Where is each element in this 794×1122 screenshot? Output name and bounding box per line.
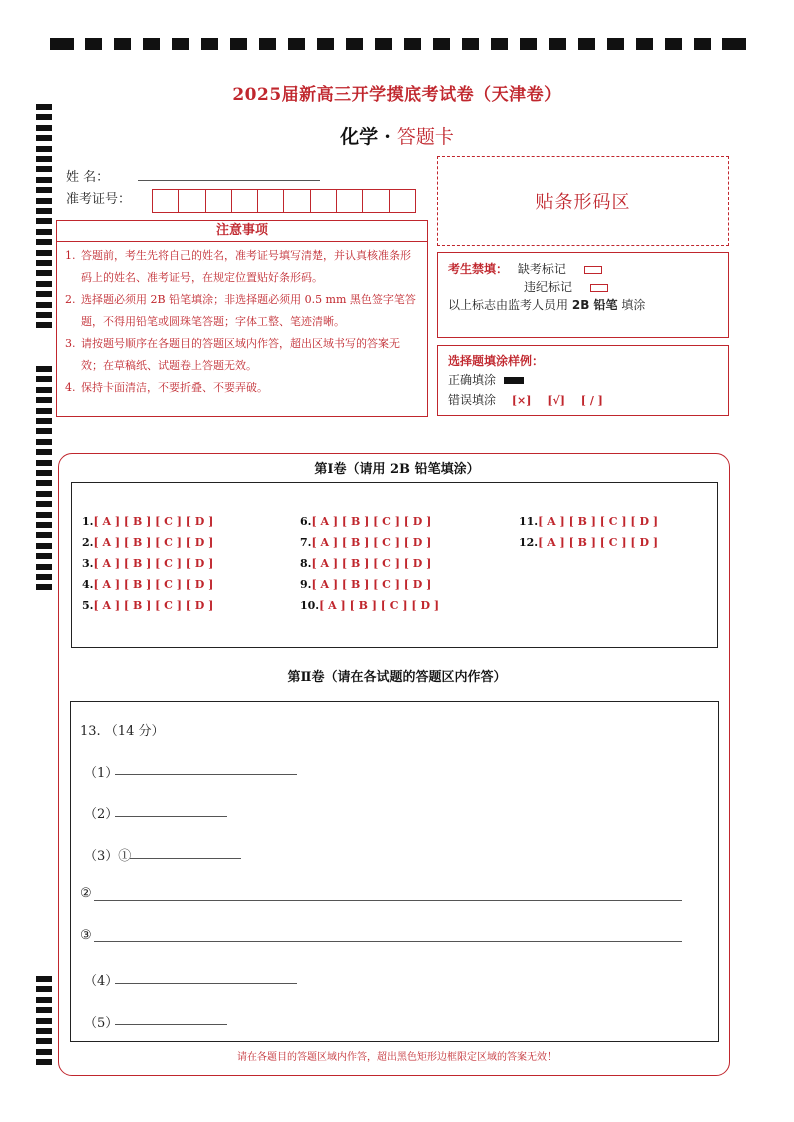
timing-mark (578, 38, 595, 50)
card-name: 答题卡 (396, 126, 454, 148)
id-digit-box[interactable] (178, 189, 204, 213)
timing-mark (36, 322, 52, 328)
timing-mark (36, 270, 52, 276)
timing-mark (36, 574, 52, 580)
exam-title: 2025届新高三开学摸底考试卷（天津卷） (232, 85, 562, 105)
top-timing-marks (50, 38, 746, 50)
choice-options[interactable]: [ A ] [ B ] [ C ] [ D ] (93, 599, 214, 612)
timing-mark (36, 156, 52, 162)
timing-mark (607, 38, 624, 50)
q13-part2-label: （2） (84, 807, 119, 822)
timing-mark (36, 418, 52, 424)
timing-mark (36, 397, 52, 403)
correct-fill-mark (504, 377, 524, 384)
choice-question[interactable] (82, 578, 213, 591)
choice-question[interactable] (300, 599, 439, 612)
footer-note: 请在各题目的答题区域内作答，超出黑色矩形边框限定区域的答案无效！ (237, 1052, 557, 1063)
timing-mark (36, 501, 52, 507)
q13-part4-answer-line[interactable] (115, 983, 297, 984)
timing-mark (462, 38, 479, 50)
choice-options[interactable]: [ A ] [ B ] [ C ] [ D ] (311, 557, 432, 570)
timing-mark (36, 250, 52, 256)
choice-question[interactable] (300, 515, 431, 528)
question-number: 12. (519, 536, 539, 549)
timing-mark (36, 291, 52, 297)
timing-mark (375, 38, 392, 50)
question-number: 2. (82, 536, 94, 549)
timing-mark (36, 532, 52, 538)
choice-options[interactable]: [ A ] [ B ] [ C ] [ D ] (538, 515, 659, 528)
choice-question[interactable] (82, 599, 213, 612)
timing-mark (36, 491, 52, 497)
timing-mark (36, 302, 52, 308)
timing-mark (172, 38, 189, 50)
choice-question[interactable] (519, 536, 658, 549)
timing-mark (36, 439, 52, 445)
choice-question[interactable] (82, 557, 213, 570)
violation-mark-box[interactable] (590, 284, 608, 292)
question-number: 8. (300, 557, 312, 570)
q13-part1-answer-line[interactable] (115, 774, 297, 775)
wrong-mark-check: [√] (547, 394, 565, 407)
choice-question[interactable] (82, 515, 213, 528)
timing-mark (346, 38, 363, 50)
question-number: 9. (300, 578, 312, 591)
section1-title: 第Ⅰ卷（请用 2B 铅笔填涂） (314, 462, 480, 477)
timing-mark (36, 177, 52, 183)
q13-part3-3-label: ③ (80, 928, 92, 943)
choice-options[interactable]: [ A ] [ B ] [ C ] [ D ] (93, 578, 214, 591)
absent-mark-box[interactable] (584, 266, 602, 274)
subject-title (0, 122, 794, 149)
subject-name: 化学 (340, 126, 379, 148)
notice-list (56, 242, 428, 417)
choice-options[interactable]: [ A ] [ B ] [ C ] [ D ] (93, 515, 214, 528)
wrong-fill-label: 错误填涂 (448, 393, 497, 407)
timing-mark (259, 38, 276, 50)
section2-title: 第Ⅱ卷（请在各试题的答题区内作答） (287, 670, 507, 685)
choice-options[interactable]: [ A ] [ B ] [ C ] [ D ] (319, 599, 440, 612)
timing-mark (36, 366, 52, 372)
timing-mark (36, 986, 52, 992)
absent-mark-label: 缺考标记 (517, 262, 566, 276)
question-number: 11. (519, 515, 539, 528)
timing-mark (36, 428, 52, 434)
timing-mark (36, 166, 52, 172)
notice-item: 3. 请按题号顺序在各题目的答题区域内作答，超出区域书写的答案无效；在草稿纸、试题卷上答题无效。 (65, 337, 400, 372)
id-digit-box[interactable] (362, 189, 388, 213)
timing-mark (520, 38, 537, 50)
choice-options[interactable]: [ A ] [ B ] [ C ] [ D ] (93, 536, 214, 549)
exam-id-label: 准考证号： (66, 192, 132, 207)
fill-sample-box (437, 345, 729, 416)
q13-part3-1-answer-line[interactable] (130, 858, 241, 859)
timing-mark (36, 218, 52, 224)
name-field[interactable] (138, 180, 320, 181)
timing-mark (636, 38, 653, 50)
timing-mark (230, 38, 247, 50)
choice-question[interactable] (82, 536, 213, 549)
q13-part2-answer-line[interactable] (115, 816, 227, 817)
id-digit-box[interactable] (336, 189, 362, 213)
timing-mark (143, 38, 160, 50)
timing-mark (36, 281, 52, 287)
name-label: 姓 名： (66, 170, 110, 185)
choice-options[interactable]: [ A ] [ B ] [ C ] [ D ] (538, 536, 659, 549)
question-number: 3. (82, 557, 94, 570)
id-digit-box[interactable] (389, 189, 416, 213)
timing-mark (36, 1007, 52, 1013)
timing-mark (36, 376, 52, 382)
timing-mark (404, 38, 421, 50)
timing-mark (36, 584, 52, 590)
timing-mark (491, 38, 508, 50)
choice-options[interactable]: [ A ] [ B ] [ C ] [ D ] (311, 578, 432, 591)
title-separator: · (384, 126, 391, 148)
choice-question[interactable] (300, 578, 431, 591)
timing-mark (36, 260, 52, 266)
timing-mark (36, 114, 52, 120)
timing-mark (665, 38, 682, 50)
notice-item: 1. 答题前，考生先将自己的姓名，准考证号填写清楚，并认真核准条形码上的姓名、准考证号，在规定位置贴好条形码。 (65, 249, 411, 284)
timing-mark (36, 187, 52, 193)
timing-mark (433, 38, 450, 50)
wrong-mark-x: [×] (511, 394, 532, 407)
q13-part3-2-answer-line[interactable] (94, 900, 682, 901)
id-digit-box[interactable] (310, 189, 336, 213)
timing-mark (317, 38, 334, 50)
q13-part4-label: （4） (84, 974, 119, 989)
choice-question[interactable] (519, 515, 658, 528)
choice-question[interactable] (300, 557, 431, 570)
timing-mark (36, 564, 52, 570)
timing-mark (201, 38, 218, 50)
correct-fill-label: 正确填涂 (448, 373, 497, 387)
notice-item: 2. 选择题必须用 2B 铅笔填涂；非选择题必须用 0.5 mm 黑色签字笔答题，不得用铅笔或圆珠笔答题；字体工整、笔迹清晰。 (65, 293, 416, 328)
q13-part5-answer-line[interactable] (115, 1024, 227, 1025)
choice-options[interactable]: [ A ] [ B ] [ C ] [ D ] (311, 515, 432, 528)
question-number: 1. (82, 515, 94, 528)
choice-question[interactable] (300, 536, 431, 549)
question-number: 5. (82, 599, 94, 612)
timing-mark (36, 239, 52, 245)
timing-mark (549, 38, 566, 50)
timing-mark (36, 198, 52, 204)
timing-mark (50, 38, 74, 50)
notice-item: 4. 保持卡面清洁，不要折叠、不要弄破。 (65, 381, 268, 394)
barcode-area (437, 156, 729, 246)
id-digit-box[interactable] (257, 189, 283, 213)
timing-mark (36, 312, 52, 318)
timing-mark (114, 38, 131, 50)
timing-mark (36, 976, 52, 982)
id-digit-box[interactable] (231, 189, 257, 213)
timing-mark (36, 543, 52, 549)
id-digit-box[interactable] (283, 189, 309, 213)
id-digit-box[interactable] (205, 189, 231, 213)
wrong-mark-slash: [ / ] (580, 394, 603, 407)
q13-part1-label: （1） (84, 766, 119, 781)
timing-mark (36, 208, 52, 214)
question-number: 7. (300, 536, 312, 549)
timing-mark (36, 229, 52, 235)
timing-mark (36, 480, 52, 486)
timing-mark (722, 38, 746, 50)
timing-mark (36, 408, 52, 414)
barcode-label: 贴条形码区 (535, 192, 631, 213)
timing-mark (85, 38, 102, 50)
timing-mark (288, 38, 305, 50)
timing-mark (36, 1038, 52, 1044)
question-number: 6. (300, 515, 312, 528)
exam-id-boxes[interactable] (152, 189, 416, 213)
q13-part3-3-answer-line[interactable] (94, 941, 682, 942)
fill-sample-title: 选择题填涂样例： (448, 354, 545, 368)
timing-mark (36, 553, 52, 559)
q13-label: 13. （14 分） (80, 724, 165, 739)
violation-mark-label: 违纪标记 (524, 280, 573, 294)
question-number: 4. (82, 578, 94, 591)
q13-answer-box (70, 701, 719, 1042)
timing-mark (36, 449, 52, 455)
timing-mark (36, 512, 52, 518)
proctor-note: 以上标志由监考人员用 2B 铅笔 填涂 (448, 298, 646, 312)
question-number: 10. (300, 599, 320, 612)
timing-mark (36, 997, 52, 1003)
timing-mark (36, 1028, 52, 1034)
q13-part3-label: （3）① (84, 849, 132, 864)
choice-options[interactable]: [ A ] [ B ] [ C ] [ D ] (311, 536, 432, 549)
timing-mark (36, 1018, 52, 1024)
timing-mark (36, 387, 52, 393)
q13-part5-label: （5） (84, 1016, 119, 1031)
q13-part3-2-label: ② (80, 886, 92, 901)
notice-title: 注意事项 (56, 220, 428, 242)
proctor-only-title: 考生禁填： (448, 262, 509, 276)
timing-mark (694, 38, 711, 50)
timing-mark (36, 522, 52, 528)
id-digit-box[interactable] (152, 189, 178, 213)
choice-options[interactable]: [ A ] [ B ] [ C ] [ D ] (93, 557, 214, 570)
proctor-only-box (437, 252, 729, 338)
